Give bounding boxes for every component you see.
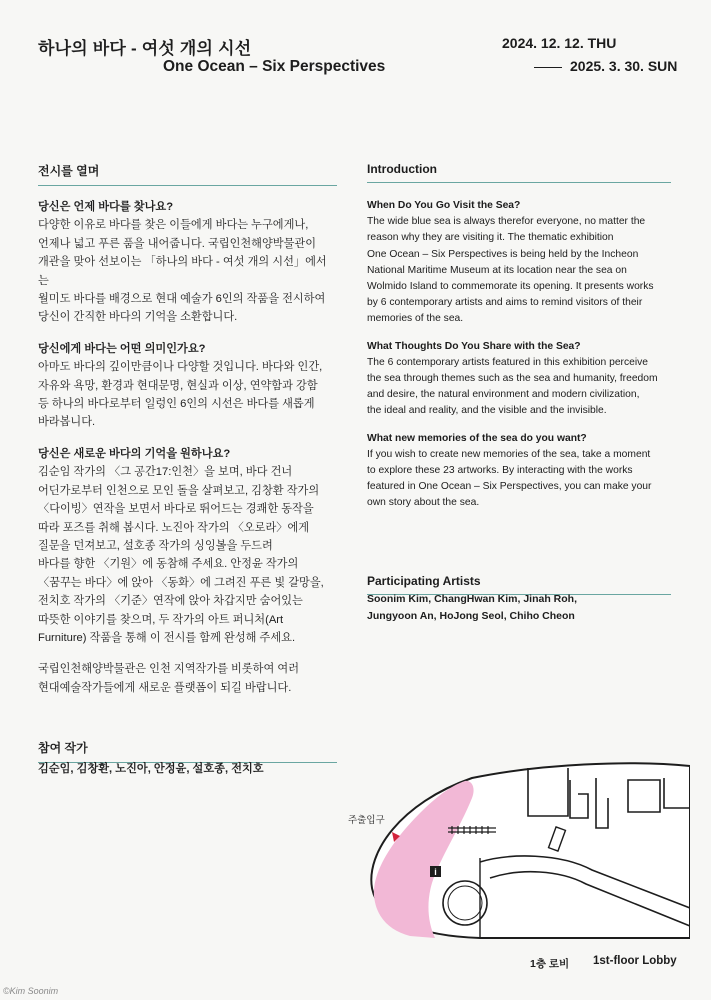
korean-question-1: 당신은 언제 바다를 찾나요? xyxy=(38,201,174,213)
text-line: Jungyoon An, HoJong Seol, Chiho Cheon xyxy=(367,609,575,622)
text-line: Soonim Kim, ChangHwan Kim, Jinah Roh, xyxy=(367,593,578,605)
korean-paragraph-4 xyxy=(38,660,337,697)
text-line: The wide blue sea is always therefor everyone, no matter the xyxy=(367,216,646,228)
text-line: own story about the sea. xyxy=(367,497,480,509)
text-line: 언제나 넓고 푸른 품을 내어줍니다. 국립인천해양박물관이 xyxy=(38,237,317,250)
watermark: ©Kim Soonim xyxy=(3,986,59,996)
korean-section-title: 전시를 열며 xyxy=(38,162,337,186)
text-line: 자유와 욕망, 환경과 현대문명, 현실과 이상, 연약함과 강함 xyxy=(38,379,318,392)
text-line: to explore these 23 artworks. By interacting with the works xyxy=(367,465,633,477)
text-line: The 6 contemporary artists featured in this exhibition perceive xyxy=(367,356,649,368)
text-line: 국립인천해양박물관은 인천 지역작가를 비롯하여 여러 xyxy=(38,663,299,676)
text-line: Wolmido Island to commemorate its opening. It presents works xyxy=(367,281,654,293)
text-line: 다양한 이유로 바다를 찾은 이들에게 바다는 누구에게나, xyxy=(38,219,309,232)
main-entrance-label: 주출입구 xyxy=(348,815,385,826)
text-line: 〈다이빙〉연작을 보면서 바다로 뛰어드는 경쾌한 동작을 xyxy=(38,503,314,516)
text-line: memories of the sea. xyxy=(367,313,464,325)
english-question-1: When Do You Go Visit the Sea? xyxy=(367,200,521,211)
text-line: 개관을 맞아 선보이는 「하나의 바다 - 여섯 개의 시선」에서는 xyxy=(38,256,327,287)
english-section-title: Introduction xyxy=(367,162,671,183)
date-start: 2024. 12. 12. THU xyxy=(502,35,617,51)
text-line: 등 하나의 바다로부터 일렁인 6인의 시선은 바다를 새롭게 xyxy=(38,398,315,411)
date-end: 2025. 3. 30. SUN xyxy=(570,58,678,74)
korean-paragraph-3 xyxy=(38,445,337,647)
text-line: If you wish to create new memories of the sea, take a moment xyxy=(367,448,651,460)
text-line: reason why they are visiting it. The thematic exhibition xyxy=(367,232,614,244)
floor-label-korean: 1층 로비 xyxy=(530,958,570,970)
text-line: 당신이 간직한 바다의 기억을 소환합니다. xyxy=(38,311,238,324)
text-line: 〈꿈꾸는 바다〉에 앉아 〈동화〉에 그려진 푸른 빛 갈망을, xyxy=(38,576,324,589)
text-line: 따뜻한 이야기를 찾으며, 두 작가의 아트 퍼니처(Art xyxy=(38,613,284,626)
text-line: 바다를 향한 〈기원〉에 동참해 주세요. 안정윤 작가의 xyxy=(38,558,299,571)
info-icon-glyph: i xyxy=(434,867,437,877)
english-paragraph-3 xyxy=(367,431,671,512)
text-line: 김순임 작가의 〈그 공간17:인천〉을 보며, 바다 건너 xyxy=(38,466,293,479)
floor-label-english: 1st-floor Lobby xyxy=(593,955,677,967)
text-line: One Ocean – Six Perspectives is being held by the Incheon xyxy=(367,248,639,260)
text-line: 현대예술작가들에게 새로운 플랫폼이 되길 바랍니다. xyxy=(38,681,292,694)
text-line: 질문을 던져보고, 설호종 작가의 싱잉볼을 두드려 xyxy=(38,539,273,552)
korean-artists-list: 김순임, 김창환, 노진아, 안정윤, 설호종, 전치호 xyxy=(38,763,264,775)
korean-question-2: 당신에게 바다는 어떤 의미인가요? xyxy=(38,342,206,355)
english-artists-title: Participating Artists xyxy=(367,574,671,595)
english-paragraph-1 xyxy=(367,198,671,328)
text-line: National Maritime Museum at its location near the sea on xyxy=(367,264,627,276)
title-korean: 하나의 바다 - 여섯 개의 시선 xyxy=(38,39,252,58)
english-body xyxy=(367,198,671,512)
text-line: 전치호 작가의 〈기준〉연작에 앉아 차갑지만 숨어있는 xyxy=(38,595,303,608)
date-dash xyxy=(534,67,562,68)
text-line: the sea through themes such as the sea and humanity, freedom xyxy=(367,373,658,385)
text-line: 어딘가로부터 인천으로 모인 돌을 살펴보고, 김창환 작가의 xyxy=(38,484,320,497)
text-line: 월미도 바다를 배경으로 현대 예술가 6인의 작품을 전시하여 xyxy=(38,293,326,306)
korean-question-3: 당신은 새로운 바다의 기억을 원하나요? xyxy=(38,447,231,460)
date-end-row xyxy=(534,58,677,74)
text-line: and desire, the natural environment and modern civilization, xyxy=(367,389,640,401)
text-line: 바라봅니다. xyxy=(38,416,96,429)
floor-map xyxy=(360,758,690,943)
text-line: by 6 contemporary artists and aims to remind visitors of their xyxy=(367,297,643,309)
text-line: featured in One Ocean – Six Perspectives, you can make your xyxy=(367,481,652,493)
korean-paragraph-1 xyxy=(38,198,337,327)
english-question-2: What Thoughts Do You Share with the Sea? xyxy=(367,340,581,352)
text-line: 따라 포즈를 취해 봅시다. 노진아 작가의 〈오로라〉에게 xyxy=(38,521,310,534)
text-line: 아마도 바다의 깊이만큼이나 다양할 것입니다. 바다와 인간, xyxy=(38,361,323,374)
english-paragraph-2 xyxy=(367,339,671,420)
title-english: One Ocean – Six Perspectives xyxy=(163,58,386,75)
text-line: the ideal and reality, and the visible and the invisible. xyxy=(367,405,607,417)
korean-artists-title: 참여 작가 xyxy=(38,739,337,763)
korean-paragraph-2 xyxy=(38,340,337,432)
english-artists-list xyxy=(367,591,671,624)
english-question-3: What new memories of the sea do you want? xyxy=(367,432,587,444)
korean-body xyxy=(38,198,337,697)
text-line: Furniture) 작품을 통해 이 전시를 함께 완성해 주세요. xyxy=(38,631,296,644)
